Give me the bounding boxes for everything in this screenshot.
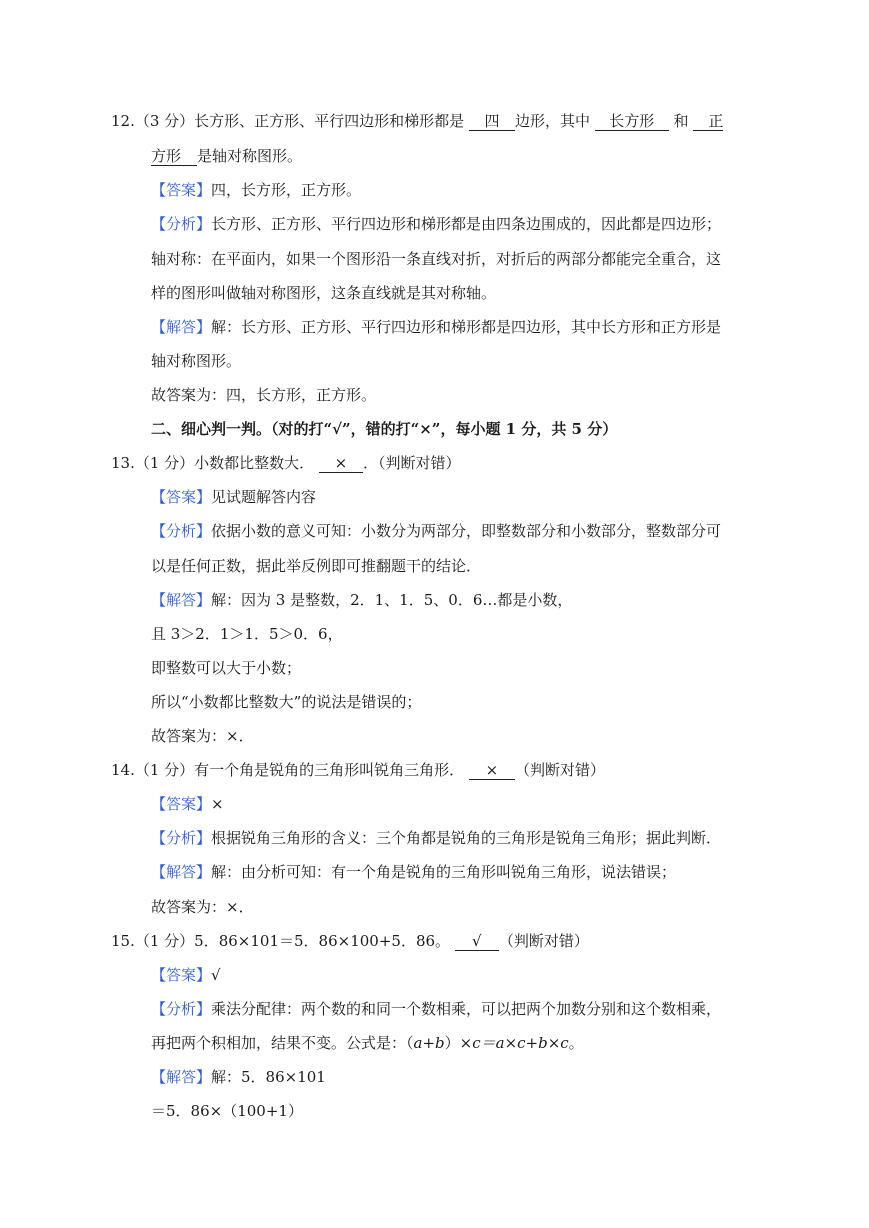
q13-solution-2: 且 3＞2．1＞1．5＞0．6， (151, 625, 343, 643)
q13-suffix: ．（判断对错） (362, 454, 461, 472)
q15-analysis-1 (151, 999, 721, 1019)
solution-tag: 【解答】 (151, 863, 212, 881)
analysis-tag: 【分析】 (151, 215, 212, 233)
q15-solution-2: ＝5．86×（100+1） (151, 1102, 303, 1120)
q15-solution-1 (151, 1067, 326, 1087)
solution-tag: 【解答】 (151, 1068, 212, 1086)
q12-blank-3a: 正 (693, 112, 723, 131)
solution-text: 解：因为 3 是整数，2．1、1．5、0．6…都是小数， (211, 591, 573, 609)
q12-text-3: 和 (673, 112, 689, 130)
q14-number: 14.（1 分） (111, 761, 195, 779)
q14-analysis (151, 828, 721, 848)
q15-blank: √ (455, 932, 499, 951)
q15-analysis-2 (151, 1033, 584, 1053)
q14-final: 故答案为：×． (151, 898, 254, 916)
answer-text: 见试题解答内容 (211, 488, 317, 506)
q14-suffix: （判断对错） (514, 761, 605, 779)
analysis-tag: 【分析】 (151, 522, 212, 540)
q13-solution-1 (151, 590, 572, 610)
solution-text: 解：长方形、正方形、平行四边形和梯形都是四边形，其中长方形和正方形是 (211, 318, 722, 336)
q13-number: 13.（1 分） (111, 454, 195, 472)
formula-prefix: 再把两个积相加，结果不变。公式是：（ (151, 1034, 414, 1052)
formula-expansion: c＝a×c+b×c (472, 1034, 569, 1052)
q13-solution-4: 所以“小数都比整数大”的说法是错误的； (151, 693, 422, 711)
answer-tag: 【答案】 (151, 966, 212, 984)
q12-analysis-1 (151, 214, 721, 234)
solution-tag: 【解答】 (151, 591, 212, 609)
q12-blank-2: 长方形 (595, 112, 669, 131)
q13-stem (111, 453, 460, 473)
q13-analysis-2: 以是任何正数，据此举反例即可推翻题干的结论． (151, 557, 482, 575)
q13-blank: × (319, 454, 363, 473)
q15-stem (111, 931, 589, 951)
q12-text-2: 边形，其中 (514, 112, 590, 130)
answer-text: 四，长方形，正方形。 (211, 181, 362, 199)
q14-blank: × (469, 761, 515, 780)
q14-solution (151, 862, 676, 882)
analysis-text: 根据锐角三角形的含义：三个角都是锐角的三角形是锐角三角形；据此判断． (211, 829, 722, 847)
q12-analysis-2: 轴对称：在平面内，如果一个图形沿一条直线对折，对折后的两部分都能完全重合，这 (151, 250, 722, 268)
solution-text: 解：由分析可知：有一个角是锐角的三角形叫锐角三角形，说法错误； (211, 863, 677, 881)
analysis-tag: 【分析】 (151, 1000, 212, 1018)
section-heading: 二、细心判一判。（对的打“√”，错的打“×”，每小题 1 分，共 5 分） (151, 420, 618, 438)
formula-sum: a+b (413, 1034, 445, 1052)
q12-final: 故答案为：四，长方形，正方形。 (151, 386, 377, 404)
q12-number: 12.（3 分） (111, 112, 195, 130)
q12-text-1: 长方形、正方形、平行四边形和梯形都是 (194, 112, 465, 130)
q15-text: 5．86×101＝5．86×100+5．86。 (194, 932, 451, 950)
q12-stem-line2 (151, 146, 302, 166)
solution-tag: 【解答】 (151, 318, 212, 336)
q14-stem (111, 760, 605, 780)
q15-answer (151, 965, 221, 985)
q12-text-4: 是轴对称图形。 (197, 147, 303, 165)
q13-analysis-1 (151, 521, 721, 541)
q14-answer (151, 794, 224, 814)
q12-solution-1 (151, 317, 721, 337)
answer-tag: 【答案】 (151, 488, 212, 506)
q12-blank-1: 四 (469, 112, 515, 131)
analysis-tag: 【分析】 (151, 829, 212, 847)
q12-solution-2: 轴对称图形。 (151, 352, 242, 370)
q12-answer (151, 180, 361, 200)
analysis-text: 长方形、正方形、平行四边形和梯形都是由四条边围成的，因此都是四边形； (211, 215, 722, 233)
q13-final: 故答案为：×． (151, 727, 254, 745)
q15-suffix: （判断对错） (498, 932, 589, 950)
formula-end: 。 (568, 1034, 584, 1052)
q14-text: 有一个角是锐角的三角形叫锐角三角形． (194, 761, 465, 779)
q13-text: 小数都比整数大． (194, 454, 315, 472)
q12-analysis-3: 样的图形叫做轴对称图形，这条直线就是其对称轴。 (151, 284, 497, 302)
q13-answer (151, 487, 316, 507)
analysis-text: 依据小数的意义可知：小数分为两部分，即整数部分和小数部分，整数部分可 (211, 522, 722, 540)
answer-tag: 【答案】 (151, 181, 212, 199)
answer-text: × (211, 795, 224, 813)
q12-stem-line1 (111, 111, 723, 131)
answer-text: √ (211, 966, 221, 984)
formula-times: ）× (444, 1034, 473, 1052)
analysis-text: 乘法分配律：两个数的和同一个数相乘，可以把两个加数分别和这个数相乘， (211, 1000, 722, 1018)
q15-number: 15.（1 分） (111, 932, 195, 950)
answer-tag: 【答案】 (151, 795, 212, 813)
q12-blank-3b: 方形 (151, 147, 197, 166)
solution-text: 解：5．86×101 (211, 1068, 326, 1086)
q13-solution-3: 即整数可以大于小数； (151, 659, 302, 677)
